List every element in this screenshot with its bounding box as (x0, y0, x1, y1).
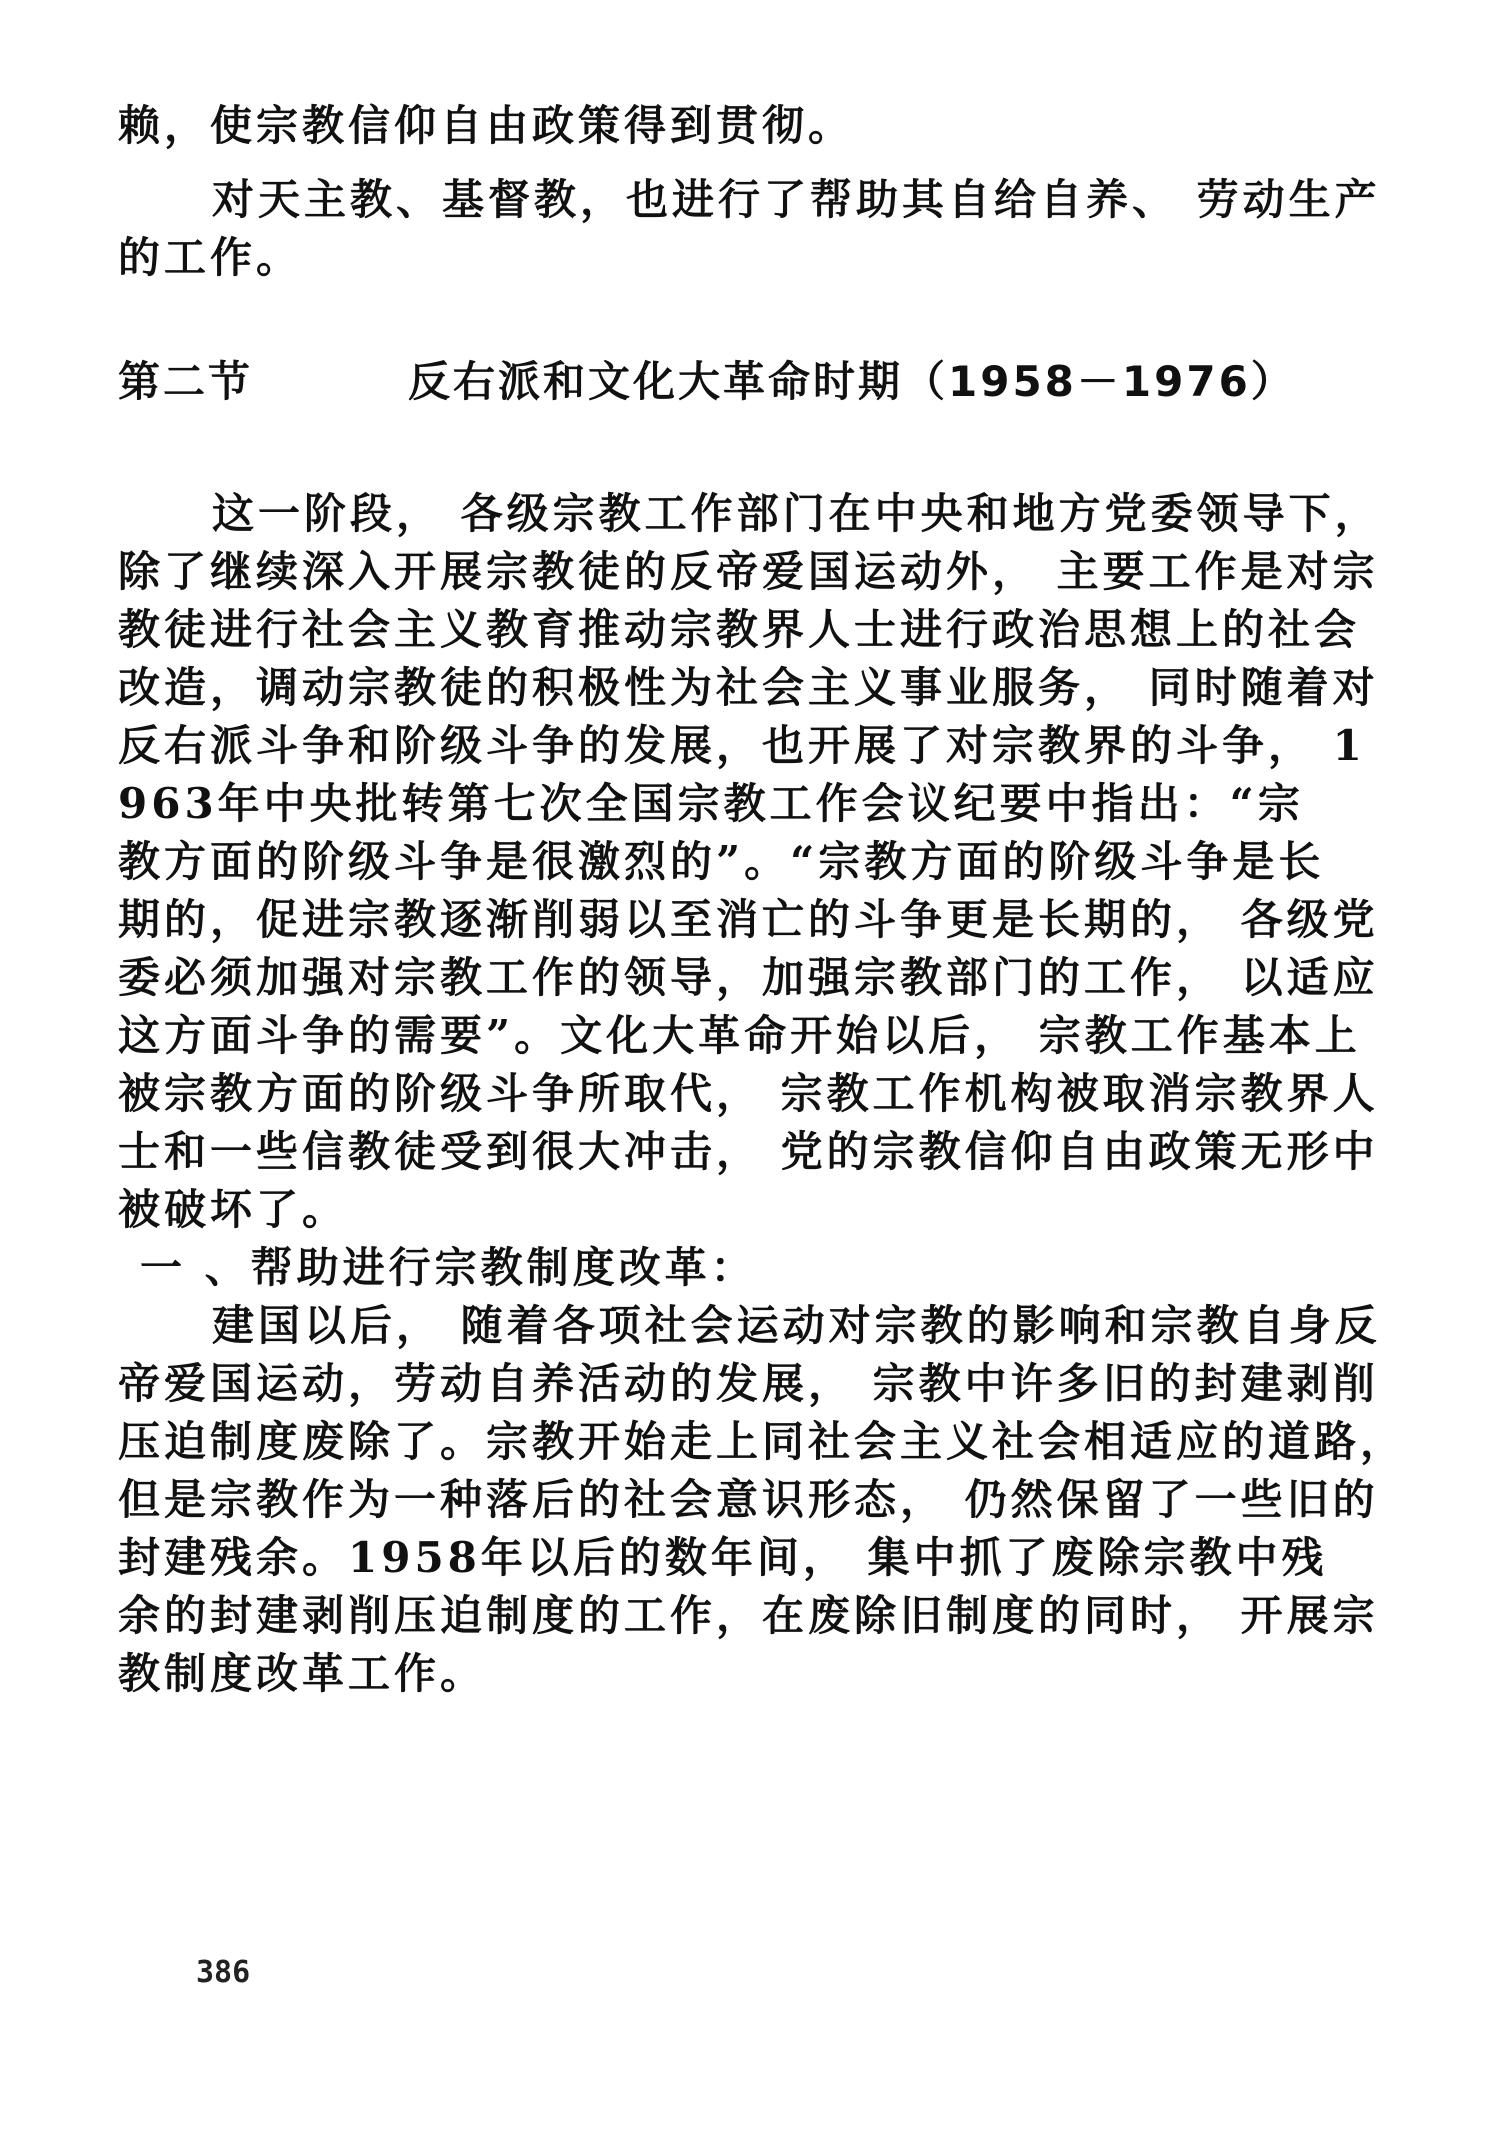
paragraph-line: 教方面的阶级斗争是很激烈的”。“宗教方面的阶级斗争是长 (118, 837, 1325, 886)
paragraph-line: 被破坏了。 (118, 1185, 349, 1234)
section-label: 第二节 (118, 357, 254, 406)
paragraph-line: 被宗教方面的阶级斗争所取代， 宗教工作机构被取消宗教界人 (118, 1069, 1379, 1118)
paragraph-line: 但是宗教作为一种落后的社会意识形态， 仍然保留了一些旧的 (118, 1475, 1379, 1524)
paragraph-line: 委必须加强对宗教工作的领导，加强宗教部门的工作， 以适应 (118, 953, 1379, 1002)
paragraph-line: 反右派斗争和阶级斗争的发展，也开展了对宗教界的斗争， 1 (118, 721, 1366, 770)
text-line: 的工作。 (118, 233, 303, 282)
paragraph-line: 压迫制度废除了。宗教开始走上同社会主义社会相适应的道路， (118, 1417, 1407, 1466)
paragraph-line: 期的，促进宗教逐渐削弱以至消亡的斗争更是长期的， 各级党 (118, 895, 1379, 944)
paragraph-line: 教制度改革工作。 (118, 1649, 487, 1698)
page-number: 386 (196, 1955, 251, 1990)
paragraph-line: 963年中央批转第七次全国宗教工作会议纪要中指出：“宗 (118, 779, 1304, 828)
paragraph-line: 余的封建剥削压迫制度的工作，在废除旧制度的同时， 开展宗 (118, 1591, 1379, 1640)
paragraph-line: 除了继续深入开展宗教徒的反帝爱国运动外， 主要工作是对宗 (118, 547, 1379, 596)
paragraph-line: 建国以后， 随着各项社会运动对宗教的影响和宗教自身反 (212, 1301, 1381, 1350)
subheading: 一 、帮助进行宗教制度改革： (140, 1243, 757, 1292)
paragraph-line: 教徒进行社会主义教育推动宗教界人士进行政治思想上的社会 (118, 605, 1361, 654)
section-title: 反右派和文化大革命时期（1958－1976） (408, 357, 1296, 406)
paragraph-line: 改造，调动宗教徒的积极性为社会主义事业服务， 同时随着对 (118, 663, 1379, 712)
text-line: 赖，使宗教信仰自由政策得到贯彻。 (118, 101, 855, 150)
paragraph-line: 封建残余。1958年以后的数年间， 集中抓了废除宗教中残 (118, 1533, 1328, 1582)
section-heading (118, 352, 1408, 412)
paragraph-line: 帝爱国运动，劳动自养活动的发展， 宗教中许多旧的封建剥削 (118, 1359, 1379, 1408)
text-line: 对天主教、基督教，也进行了帮助其自给自养、 劳动生产 (212, 175, 1381, 224)
paragraph-line: 这方面斗争的需要”。文化大革命开始以后， 宗教工作基本上 (118, 1011, 1361, 1060)
paragraph-line: 这一阶段， 各级宗教工作部门在中央和地方党委领导下， (212, 489, 1381, 538)
paragraph-line: 士和一些信教徒受到很大冲击， 党的宗教信仰自由政策无形中 (118, 1127, 1379, 1176)
